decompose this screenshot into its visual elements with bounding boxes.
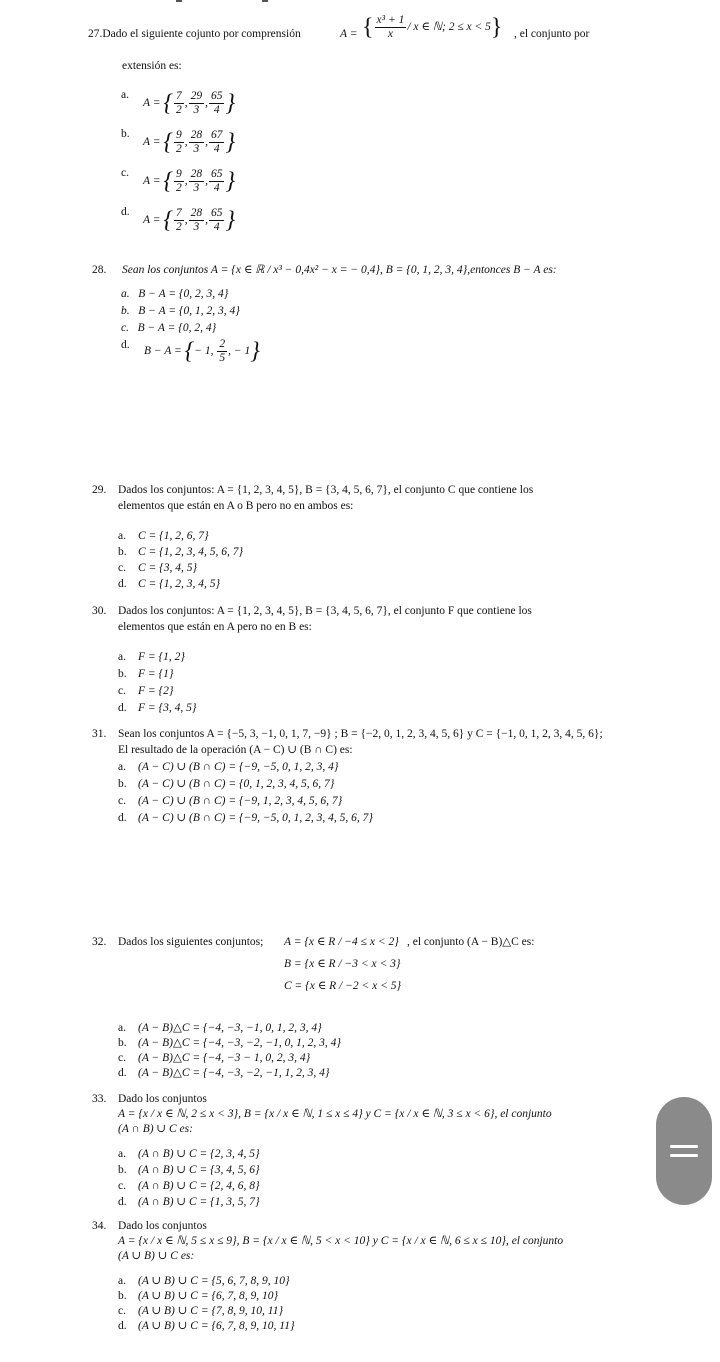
fraction: $\frac{\text{x³ + 1}}{x}$: [376, 14, 405, 40]
option-letter: c.: [118, 1052, 126, 1064]
fraction: $\frac{65}{4}$: [210, 168, 223, 194]
option-letter: c.: [118, 795, 126, 807]
option-a[interactable]: (A ∩ B) ∪ C = {2, 3, 4, 5}: [138, 1148, 260, 1160]
set-a-definition: A = {x ∈ R / −4 ≤ x < 2}: [284, 936, 399, 948]
top-edge-mark: [262, 0, 268, 2]
option-a[interactable]: (A ∪ B) ∪ C = {5, 6, 7, 8, 9, 10}: [138, 1275, 290, 1287]
option-c[interactable]: B − A = {0, 2, 4}: [137, 322, 217, 334]
grip-line-icon: [670, 1154, 698, 1157]
option-letter: c.: [121, 167, 129, 179]
option-letter: a.: [118, 530, 126, 542]
scroll-handle[interactable]: [656, 1097, 712, 1205]
fraction: $\frac{7}{2}$: [175, 207, 182, 233]
option-row: [118, 1066, 330, 1080]
option-c[interactable]: (A − C) ∪ (B ∩ C) = {−9, 1, 2, 3, 4, 5, 6, 7}: [138, 795, 343, 807]
option-b[interactable]: A = { $\frac{9}{2}$ , $\frac{28}{3}$ , $\frac{67}{4}$ }: [143, 129, 236, 156]
option-a[interactable]: (A − C) ∪ (B ∩ C) = {−9, −5, 0, 1, 2, 3, 4}: [138, 761, 339, 773]
option-row: [118, 1147, 260, 1161]
question-number: 30.: [92, 605, 107, 617]
question-stem: Dado el siguiente cojunto por comprensión: [102, 28, 301, 40]
question-stem-line2: elementos que están en A pero no en B es:: [118, 621, 312, 633]
option-row: [118, 561, 197, 575]
option-a[interactable]: C = {1, 2, 6, 7}: [138, 530, 209, 542]
option-letter: c.: [118, 562, 126, 574]
question-stem: Dados los conjuntos: A = {1, 2, 3, 4, 5}, B = {3, 4, 5, 6, 7}, el conjunto F que contiene los: [118, 605, 532, 617]
question-number: 33.: [92, 1093, 107, 1105]
option-b[interactable]: (A ∪ B) ∪ C = {6, 7, 8, 9, 10}: [138, 1290, 279, 1302]
fraction: $\frac{67}{4}$: [210, 129, 223, 155]
question-stem-line2: A = {x / x ∈ ℕ, 5 ≤ x ≤ 9}, B = {x / x ∈ ℕ, 5 < x < 10} y C = {x / x ∈ ℕ, 6 ≤ x ≤ 10}, el conjunto: [118, 1235, 564, 1247]
option-letter: b.: [118, 1037, 127, 1049]
option-letter: a.: [118, 1275, 126, 1287]
option-letter: c.: [118, 685, 126, 697]
question-stem: Dado los conjuntos: [118, 1093, 207, 1105]
option-a[interactable]: (A − B)△C = {−4, −3, −1, 0, 1, 2, 3, 4}: [138, 1022, 322, 1034]
option-letter: d.: [118, 702, 127, 714]
option-row: [118, 529, 209, 543]
option-letter: b.: [118, 1164, 127, 1176]
question-number: 29.: [92, 484, 107, 496]
fraction: $\frac{28}{3}$: [190, 129, 203, 155]
option-c[interactable]: (A ∪ B) ∪ C = {7, 8, 9, 10, 11}: [138, 1305, 284, 1317]
option-a[interactable]: A = { $\frac{7}{2}$ , $\frac{29}{3}$ , $\frac{65}{4}$ }: [143, 90, 236, 117]
fraction: $\frac{7}{2}$: [175, 90, 182, 116]
option-letter: a.: [118, 761, 126, 773]
fraction: $\frac{28}{3}$: [190, 168, 203, 194]
option-c[interactable]: A = { $\frac{9}{2}$ , $\frac{28}{3}$ , $\frac{65}{4}$ }: [143, 168, 236, 195]
question-stem-line2: A = {x / x ∈ ℕ, 2 ≤ x < 3}, B = {x / x ∈ ℕ, 1 ≤ x ≤ 4} y C = {x / x ∈ ℕ, 3 ≤ x < 6}, el conjunto: [118, 1108, 552, 1120]
question-stem: Sean los conjuntos A = {−5, 3, −1, 0, 1, 7, −9} ; B = {−2, 0, 1, 2, 3, 4, 5, 6} y C = {−1, 0, 1, 2, 3, 4, 5, 6};: [118, 728, 603, 740]
option-letter: b.: [121, 305, 130, 317]
option-d[interactable]: B − A = {− 1, $\frac{2}{5}$ , − 1}: [144, 338, 260, 365]
option-row: [118, 577, 220, 591]
fraction: $\frac{28}{3}$: [190, 207, 203, 233]
option-letter: d.: [118, 812, 127, 824]
question-stem-cont: , el conjunto (A − B)△C es:: [407, 936, 535, 948]
question-stem-cont: , el conjunto por: [514, 28, 590, 40]
question-stem: Dado los conjuntos: [118, 1220, 207, 1232]
set-b-definition: B = {x ∈ R / −3 < x < 3}: [284, 958, 401, 970]
option-row: [118, 760, 338, 774]
grip-line-icon: [670, 1145, 698, 1148]
option-letter: a.: [121, 288, 130, 300]
option-d[interactable]: C = {1, 2, 3, 4, 5}: [138, 578, 221, 590]
question-stem-line2: El resultado de la operación (A − C) ∪ (B ∩ C) es:: [118, 744, 353, 756]
fraction: $\frac{9}{2}$: [175, 168, 182, 194]
option-letter: b.: [118, 1290, 127, 1302]
option-letter: d.: [118, 1196, 127, 1208]
set-a-comprehension: { $\frac{\text{x³ + 1}}{x}$ / x ∈ ℕ; 2 ≤ x < 5}: [362, 14, 503, 41]
option-row: [118, 1021, 322, 1035]
fraction: $\frac{29}{3}$: [190, 90, 203, 116]
option-row: [118, 1036, 341, 1050]
option-letter: c.: [118, 1180, 126, 1192]
option-row: [118, 701, 196, 715]
option-d[interactable]: (A ∪ B) ∪ C = {6, 7, 8, 9, 10, 11}: [138, 1320, 295, 1332]
option-letter: d.: [118, 1067, 127, 1079]
option-letter: d.: [121, 339, 130, 351]
option-row: [118, 777, 334, 791]
option-c[interactable]: F = {2}: [138, 685, 174, 697]
option-row: [118, 1289, 278, 1303]
option-b[interactable]: (A − B)△C = {−4, −3, −2, −1, 0, 1, 2, 3, 4}: [138, 1037, 342, 1049]
option-b[interactable]: F = {1}: [138, 668, 174, 680]
option-d[interactable]: A = { $\frac{7}{2}$ , $\frac{28}{3}$ , $\frac{65}{4}$ }: [143, 207, 236, 234]
option-letter: b.: [118, 778, 127, 790]
set-c-definition: C = {x ∈ R / −2 < x < 5}: [284, 980, 402, 992]
option-letter: a.: [118, 1148, 126, 1160]
fraction: $\frac{65}{4}$: [210, 207, 223, 233]
option-row: [118, 1163, 260, 1177]
option-b[interactable]: (A − C) ∪ (B ∩ C) = {0, 1, 2, 3, 4, 5, 6, 7}: [138, 778, 335, 790]
option-d[interactable]: F = {3, 4, 5}: [138, 702, 197, 714]
option-letter: a.: [118, 1022, 126, 1034]
fraction: $\frac{9}{2}$: [175, 129, 182, 155]
option-letter: c.: [118, 1305, 126, 1317]
option-a[interactable]: B − A = {0, 2, 3, 4}: [138, 288, 229, 300]
option-row: [118, 667, 173, 681]
option-a[interactable]: F = {1, 2}: [138, 651, 185, 663]
option-letter: d.: [118, 578, 127, 590]
option-row: [118, 650, 185, 664]
option-letter: a.: [118, 651, 126, 663]
question-stem: Sean los conjuntos A = {x ∈ ℝ / x³ − 0,4x² − x = − 0,4}, B = {0, 1, 2, 3, 4},entonces B − A es:: [122, 264, 557, 276]
option-row: [118, 1195, 260, 1209]
question-stem-line2: extensión es:: [122, 60, 182, 72]
option-row: [118, 811, 373, 825]
question-number: 32.: [92, 936, 107, 948]
option-letter: d.: [118, 1320, 127, 1332]
option-d[interactable]: (A − B)△C = {−4, −3, −2, −1, 1, 2, 3, 4}: [138, 1067, 330, 1079]
question-number: 28.: [92, 264, 107, 276]
option-letter: a.: [121, 89, 129, 101]
option-row: [118, 684, 173, 698]
top-edge-mark: [176, 0, 182, 2]
option-b[interactable]: C = {1, 2, 3, 4, 5, 6, 7}: [138, 546, 244, 558]
question-number: 27.: [88, 28, 103, 40]
option-row: [118, 1179, 260, 1193]
option-letter: b.: [118, 546, 127, 558]
option-c[interactable]: C = {3, 4, 5}: [138, 562, 198, 574]
question-stem: Dados los conjuntos: A = {1, 2, 3, 4, 5}, B = {3, 4, 5, 6, 7}, el conjunto C que contiene los: [118, 484, 534, 496]
option-c[interactable]: (A ∩ B) ∪ C = {2, 4, 6, 8}: [138, 1180, 260, 1192]
question-number: 31.: [92, 728, 107, 740]
option-letter: d.: [121, 206, 130, 218]
option-letter: b.: [118, 668, 127, 680]
question-stem-line3: (A ∪ B) ∪ C es:: [118, 1250, 195, 1262]
option-row: [118, 545, 243, 559]
option-row: [118, 1051, 310, 1065]
option-d[interactable]: (A − C) ∪ (B ∩ C) = {−9, −5, 0, 1, 2, 3, 4, 5, 6, 7}: [138, 812, 373, 824]
question-number: 34.: [92, 1220, 107, 1232]
option-b[interactable]: B − A = {0, 1, 2, 3, 4}: [138, 305, 240, 317]
option-b[interactable]: (A ∩ B) ∪ C = {3, 4, 5, 6}: [138, 1164, 260, 1176]
option-c[interactable]: (A − B)△C = {−4, −3 − 1, 0, 2, 3, 4}: [138, 1052, 311, 1064]
option-row: [118, 1304, 283, 1318]
option-letter: c.: [121, 322, 129, 334]
question-stem-line2: elementos que están en A o B pero no en ambos es:: [118, 500, 354, 512]
question-stem: Dados los siguientes conjuntos;: [118, 936, 264, 948]
set-a-definition: A =: [340, 28, 358, 40]
fraction: $\frac{65}{4}$: [210, 90, 223, 116]
question-stem-line3: (A ∩ B) ∪ C es:: [118, 1123, 193, 1135]
option-row: [118, 794, 342, 808]
option-row: [118, 1319, 295, 1333]
option-d[interactable]: (A ∩ B) ∪ C = {1, 3, 5, 7}: [138, 1196, 260, 1208]
option-letter: b.: [121, 128, 130, 140]
option-row: [118, 1274, 290, 1288]
